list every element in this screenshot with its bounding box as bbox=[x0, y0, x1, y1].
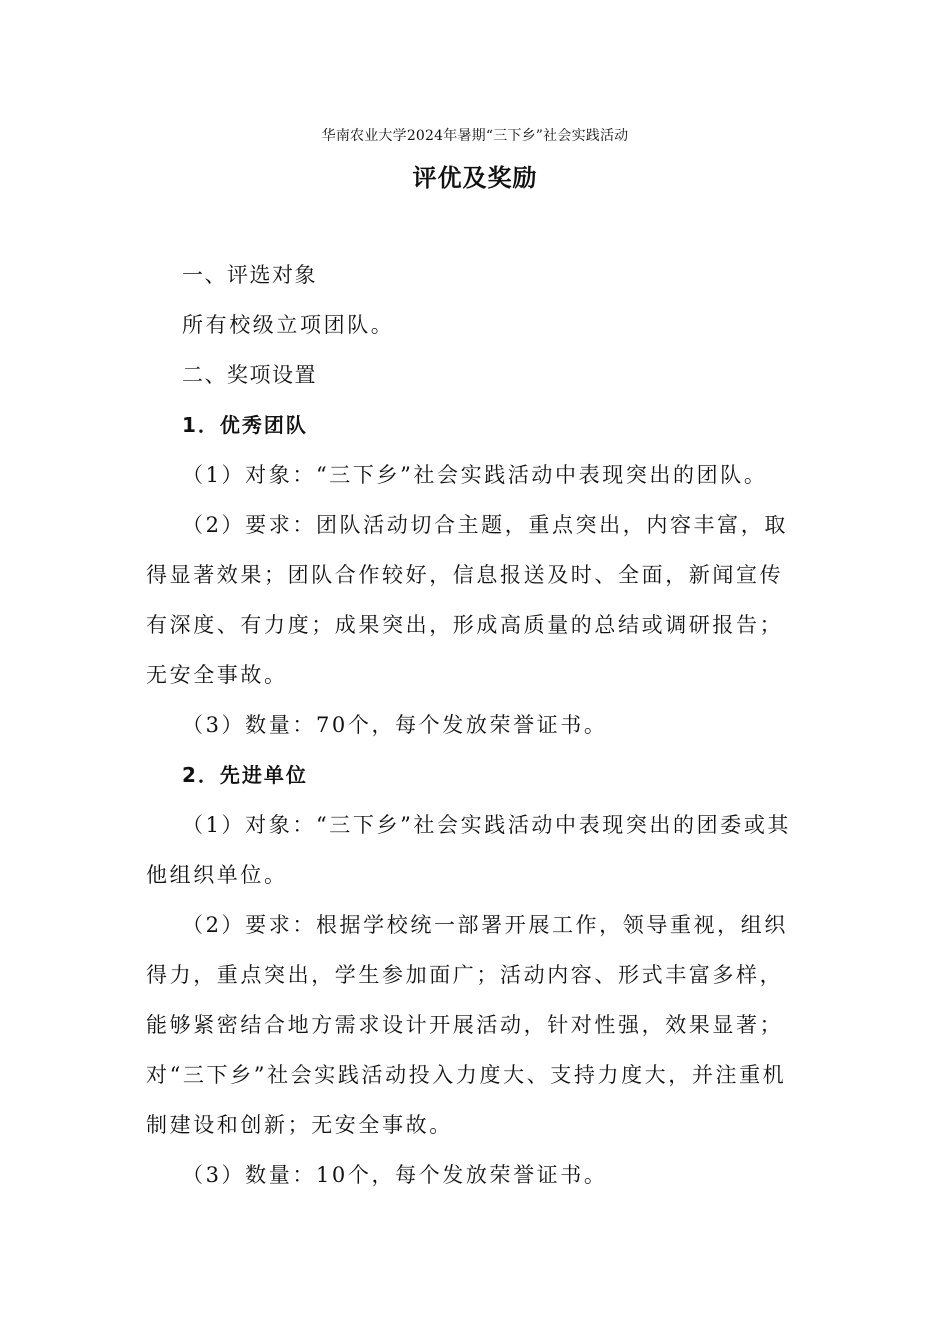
subheading-excellent-team: 1．优秀团队 bbox=[182, 413, 308, 437]
document-title: 评优及奖励 bbox=[412, 164, 538, 192]
document-subtitle: 华南农业大学2024年暑期“三下乡”社会实践活动 bbox=[321, 128, 629, 144]
section-heading-award-settings: 二、奖项设置 bbox=[182, 363, 317, 387]
paragraph-excellent-team-quantity: （3）数量：70个，每个发放荣誉证书。 bbox=[182, 713, 608, 737]
paragraph-advanced-unit-quantity: （3）数量：10个，每个发放荣誉证书。 bbox=[182, 1163, 608, 1187]
document-body bbox=[146, 250, 806, 1200]
paragraph-excellent-team-target: （1）对象：“三下乡”社会实践活动中表现突出的团队。 bbox=[182, 463, 768, 487]
paragraph-excellent-team-requirements: （2）要求：团队活动切合主题，重点突出，内容丰富，取得显著效果；团队合作较好，信息报送及时、全面，新闻宣传有深度、有力度；成果突出，形成高质量的总结或调研报告；无安全事故。 bbox=[146, 513, 788, 687]
paragraph-advanced-unit-requirements: （2）要求：根据学校统一部署开展工作，领导重视，组织得力，重点突出，学生参加面广；活动内容、形式丰富多样，能够紧密结合地方需求设计开展活动，针对性强，效果显著；对“三下乡”社会实践活动投入力度大、支持力度大，并注重机制建设和创新；无安全事故。 bbox=[146, 913, 788, 1137]
subheading-advanced-unit: 2．先进单位 bbox=[182, 763, 308, 787]
section-heading-evaluation-target: 一、评选对象 bbox=[182, 263, 317, 287]
paragraph-advanced-unit-target: （1）对象：“三下乡”社会实践活动中表现突出的团委或其他组织单位。 bbox=[146, 813, 792, 887]
paragraph-evaluation-target: 所有校级立项团队。 bbox=[182, 313, 395, 337]
